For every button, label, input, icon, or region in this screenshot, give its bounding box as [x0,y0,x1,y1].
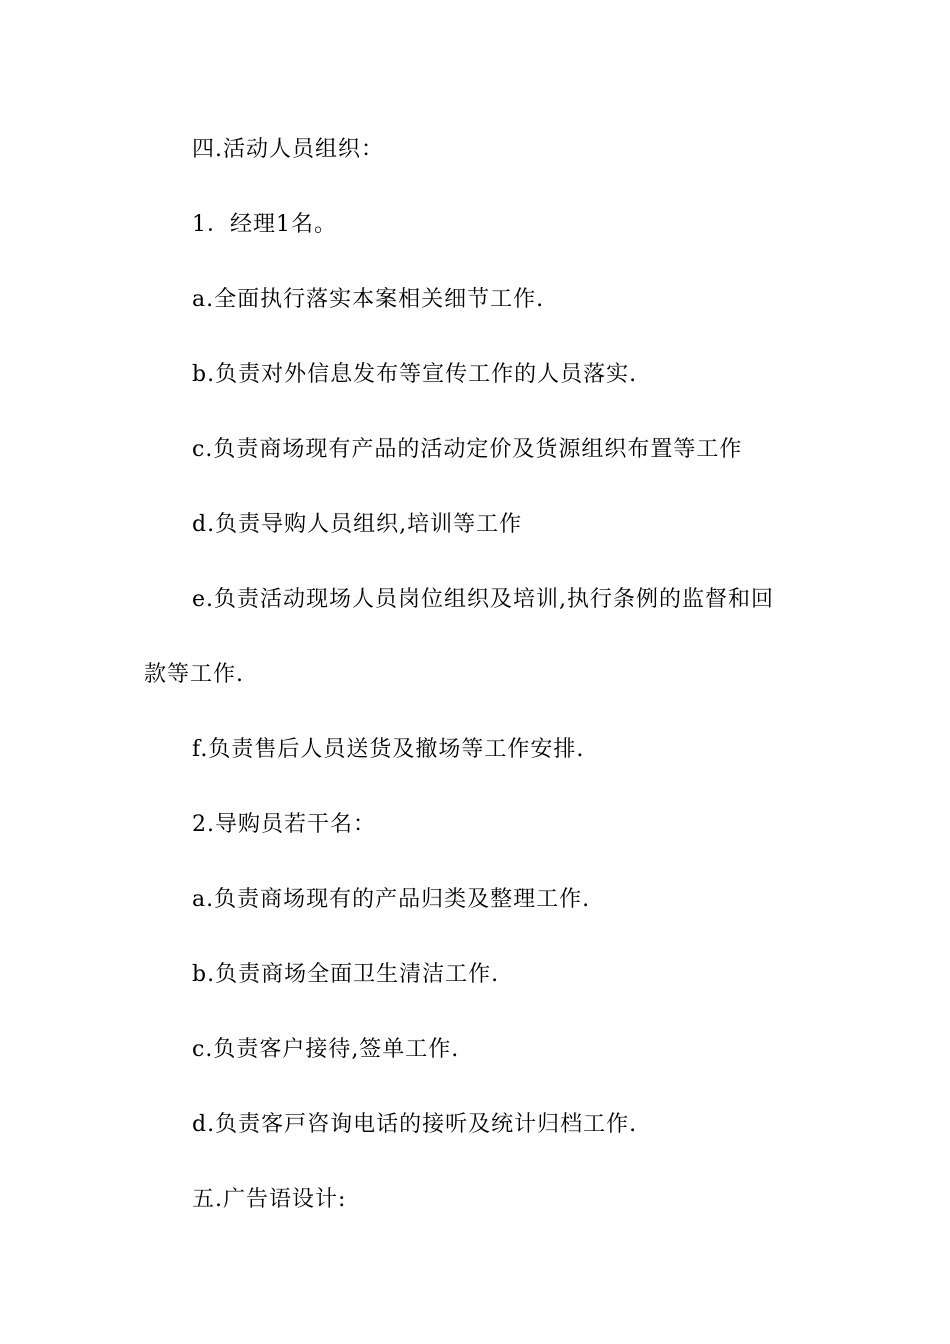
section-heading-5: 五.广告语设计: [192,1187,347,1212]
list-item-continuation: 款等工作. [144,662,244,687]
list-item-manager: 1．经理1名。 [192,212,337,237]
list-item: c.负责客户接待,签单工作. [192,1037,460,1062]
list-item: f.负责售后人员送货及撤场等工作安排. [192,737,585,762]
list-item: b.负责商场全面卫生清洁工作. [192,962,500,987]
list-item: d.负责导购人员组织,培训等工作 [192,512,523,537]
section-heading-4: 四.活动人员组织： [192,137,384,162]
list-item: a.全面执行落实本案相关细节工作. [192,287,545,312]
list-item: c.负责商场现有产品的活动定价及货源组织布置等工作 [192,437,743,462]
list-item-sales-guide: 2.导购员若干名： [192,812,376,837]
list-item: b.负责对外信息发布等宣传工作的人员落实. [192,362,638,387]
list-item: d.负责客戸咨询电话的接听及统计归档工作. [192,1112,638,1137]
list-item: e.负责活动现场人员岗位组织及培训,执行条例的监督和回 [192,587,775,612]
list-item: a.负责商场现有的产品归类及整理工作. [192,887,591,912]
